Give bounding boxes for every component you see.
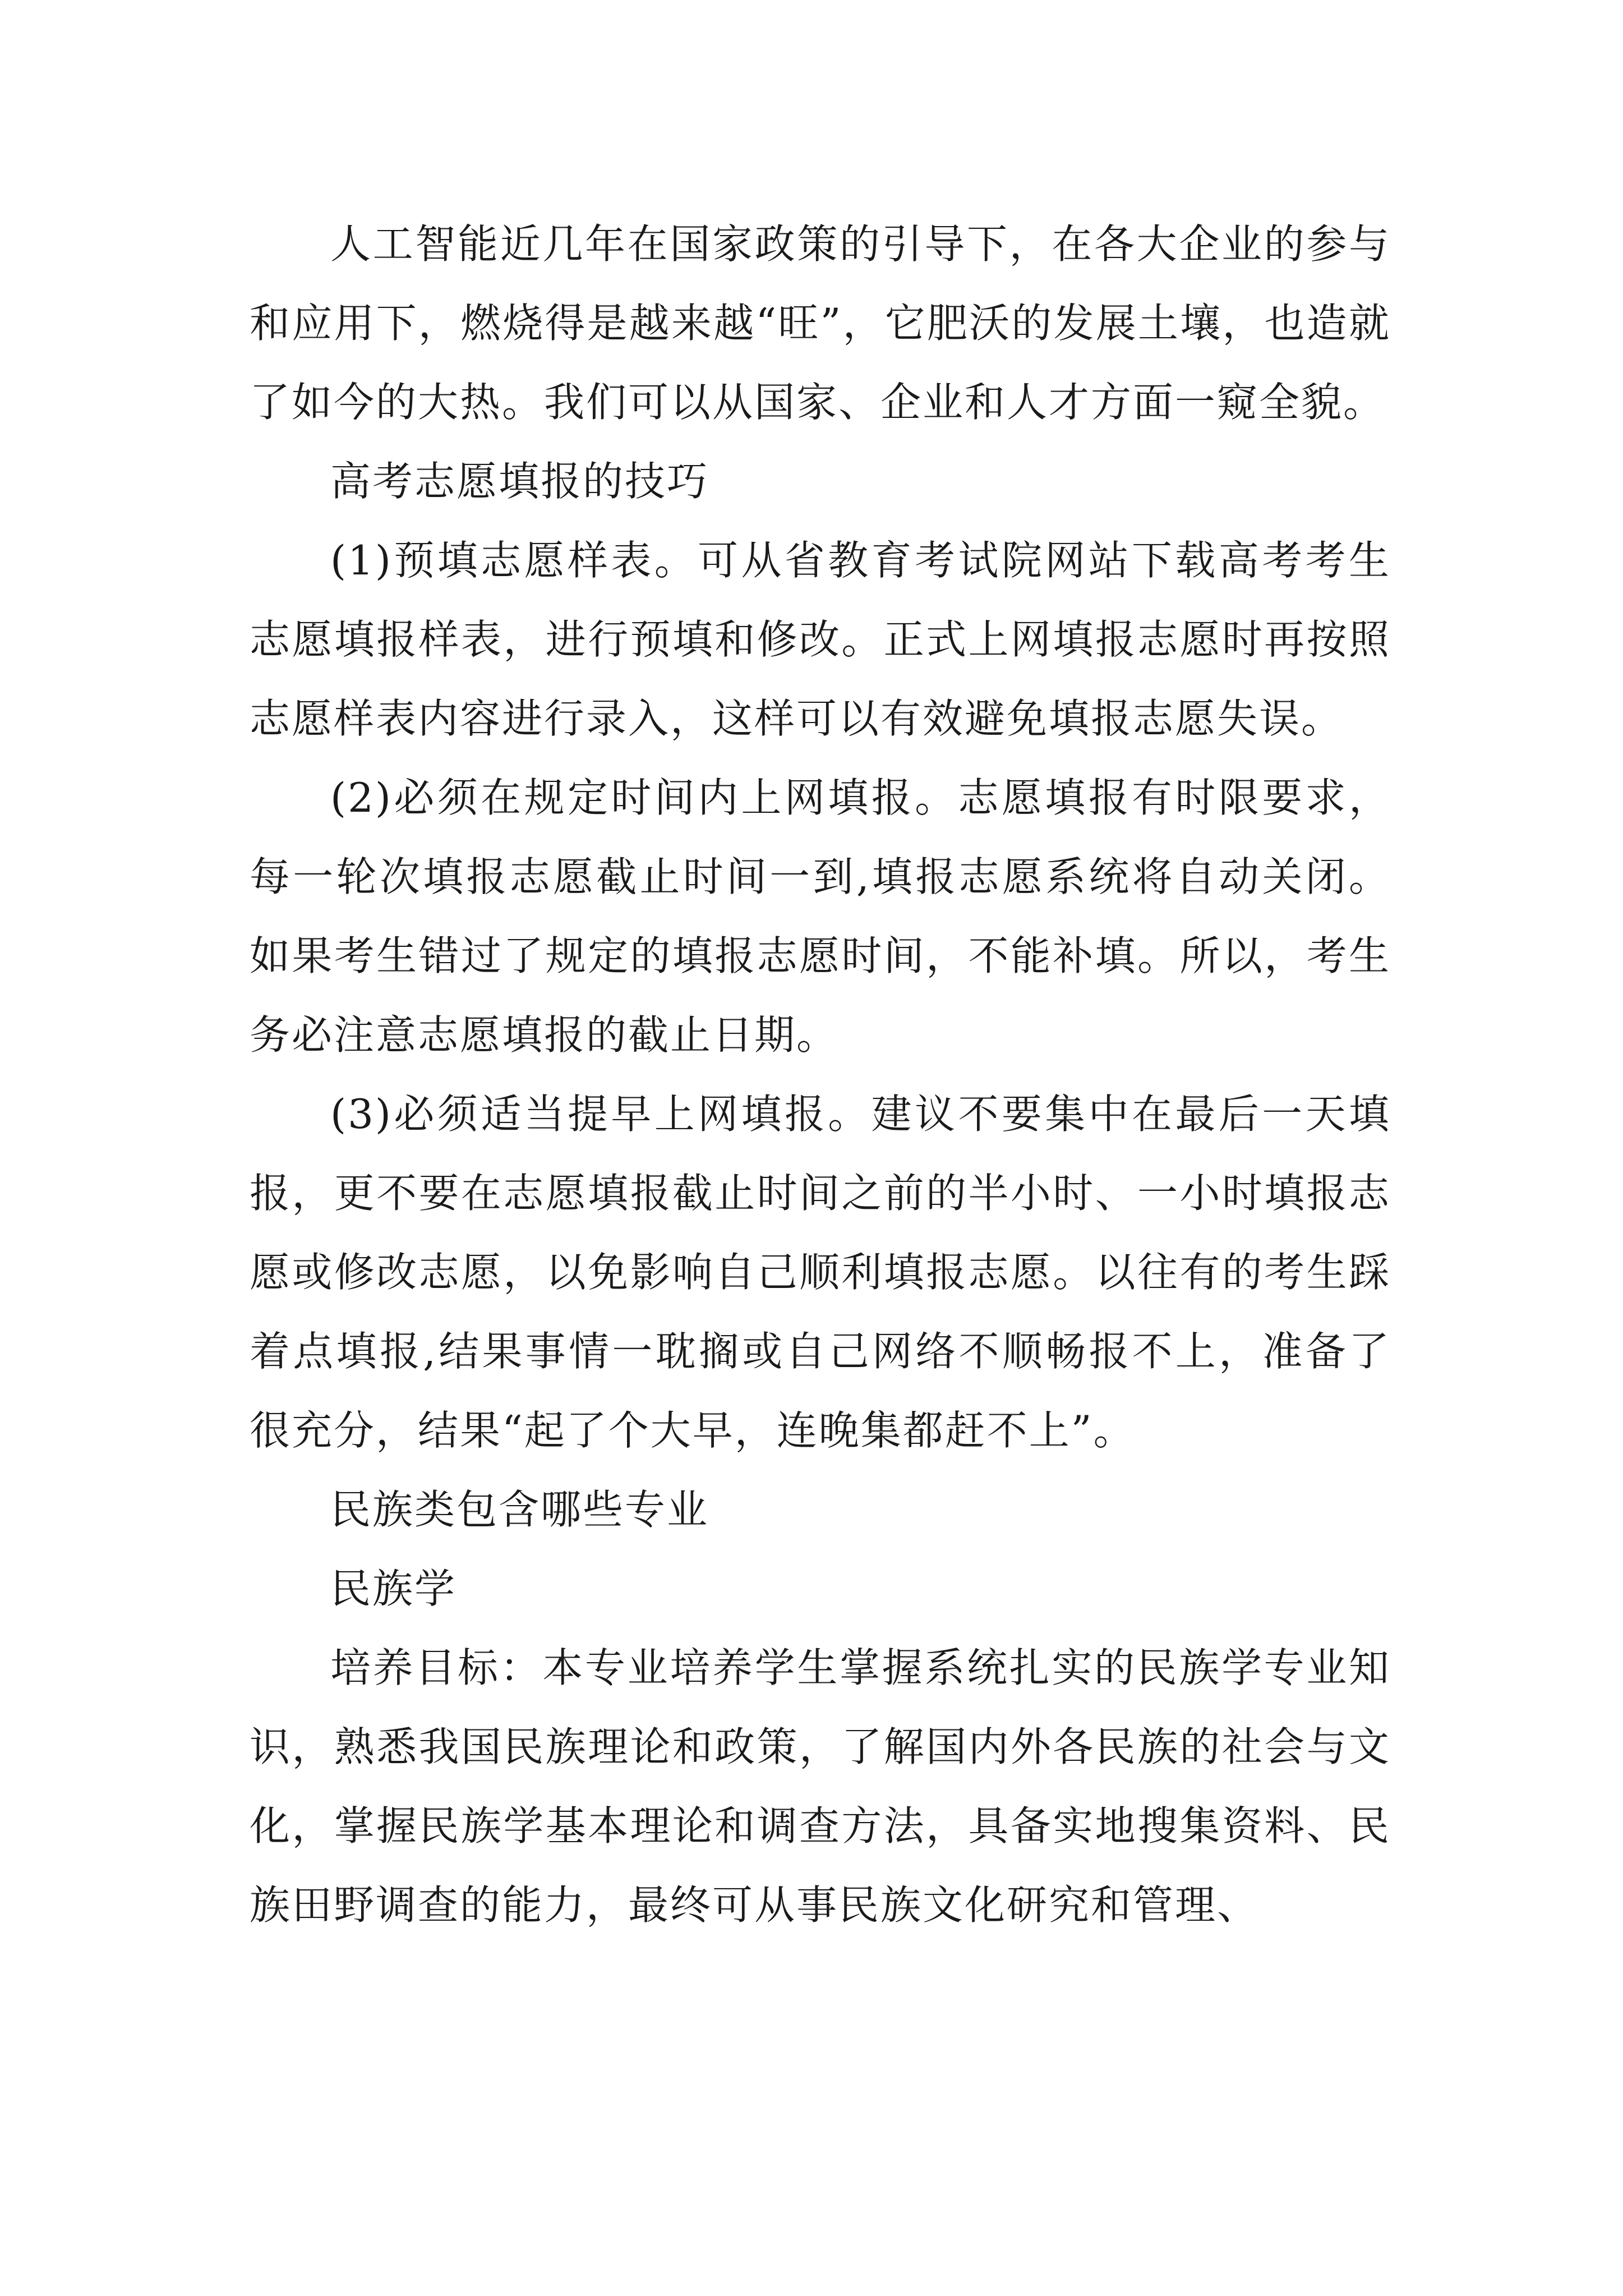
document-body — [250, 205, 1391, 1945]
paragraph-tip-2: (2)必须在规定时间内上网填报。志愿填报有时限要求，每一轮次填报志愿截止时间一到,填报志愿系统将自动关闭。如果考生错过了规定的填报志愿时间，不能补填。所以，考生务必注意志愿填报的截止日期。 — [250, 774, 1391, 1059]
paragraph-tip-1: (1)预填志愿样表。可从省教育考试院网站下载高考考生志愿填报样表，进行预填和修改。正式上网填报志愿时再按照志愿样表内容进行录入，这样可以有效避免填报志愿失误。 — [250, 537, 1391, 742]
heading-ethnology: 民族学 — [330, 1565, 457, 1612]
paragraph-training-goal: 培养目标：本专业培养学生掌握系统扎实的民族学专业知识，熟悉我国民族理论和政策，了解国内外各民族的社会与文化，掌握民族学基本理论和调查方法，具备实地搜集资料、民族田野调查的能力，最终可从事民族文化研究和管理、 — [250, 1644, 1391, 1929]
paragraph-ai-intro: 人工智能近几年在国家政策的引导下，在各大企业的参与和应用下，燃烧得是越来越“旺”，它肥沃的发展土壤，也造就了如今的大热。我们可以从国家、企业和人才方面一窥全貌。 — [250, 220, 1391, 426]
heading-ethnic-majors: 民族类包含哪些专业 — [330, 1486, 709, 1533]
paragraph-tip-3: (3)必须适当提早上网填报。建议不要集中在最后一天填报，更不要在志愿填报截止时间之前的半小时、一小时填报志愿或修改志愿，以免影响自己顺利填报志愿。以往有的考生踩着点填报,结果事情一耽搁或自己网络不顺畅报不上，准备了很充分，结果“起了个大早，连晚集都赶不上”。 — [250, 1091, 1391, 1454]
heading-application-tips: 高考志愿填报的技巧 — [330, 458, 709, 505]
